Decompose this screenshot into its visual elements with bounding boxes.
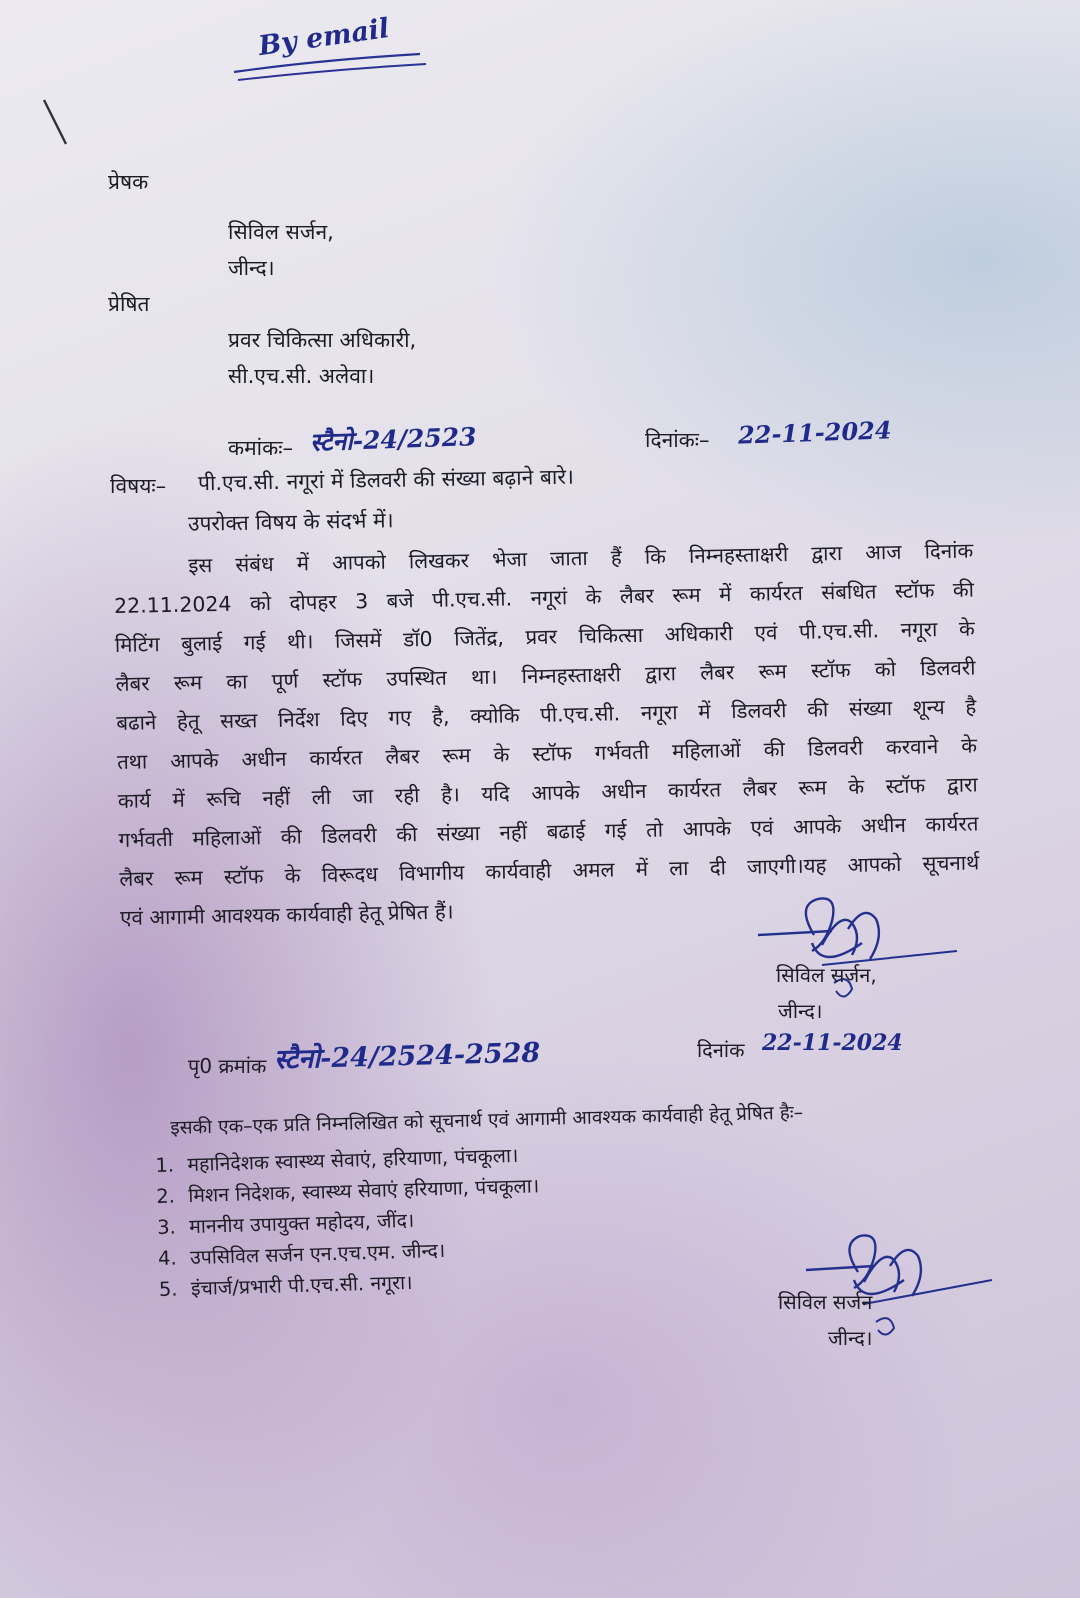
recipient-line-2: सी.एच.सी. अलेवा। bbox=[228, 364, 375, 388]
sender-line-1: सिविल सर्जन, bbox=[228, 220, 334, 244]
endorsement-date-value: 22-11-2024 bbox=[762, 1030, 903, 1056]
list-item: 5. इंचार्ज/प्रभारी पी.एच.सी. नगूरा। bbox=[158, 1270, 413, 1301]
list-item: 1. महानिदेशक स्वास्थ्य सेवाएं, हरियाणा, पंचकूला। bbox=[155, 1143, 519, 1177]
recipient-label: प्रेषित bbox=[108, 292, 150, 316]
body-line: 22.11.2024 को दोपहर 3 बजे पी.एच.सी. नगूरां के लैबर रूम में कार्यरत संबधित स्टॉफ की bbox=[113, 577, 975, 618]
signature-1-designation: सिविल सर्जन, bbox=[776, 963, 877, 987]
reference-date-value: 22-11-2024 bbox=[737, 415, 892, 450]
signature-2-designation: सिविल सर्जन bbox=[778, 1290, 873, 1314]
body-line: बढाने हेतू सख्त निर्देश दिए गए है, क्योकि पी.एच.सी. नगूरा में डिलवरी की संख्या शून्य है bbox=[116, 694, 977, 735]
list-item: 3. माननीय उपायुक्त महोदय, जींद। bbox=[156, 1208, 415, 1239]
body-opening: उपरोक्त विषय के संदर्भ में। bbox=[187, 508, 394, 536]
body-paragraph bbox=[113, 531, 980, 937]
signature-1-place: जीन्द। bbox=[778, 999, 823, 1023]
annotation-underline bbox=[230, 50, 430, 86]
signature-1-scribble bbox=[752, 885, 967, 1005]
body-line: कार्य में रूचि नहीं ली जा रही है। यदि आपके अधीन कार्यरत लैबर रूम के स्टॉफ द्वारा bbox=[117, 772, 978, 813]
body-line: इस संबंध में आपको लिखकर भेजा जाता हैं कि निम्नहस्ताक्षरी द्वारा आज दिनांक bbox=[188, 538, 974, 578]
reference-number-value: स्टैनो-24/2523 bbox=[309, 422, 478, 457]
sender-label: प्रेषक bbox=[108, 170, 149, 194]
endorsement-date-label: दिनांक bbox=[697, 1038, 745, 1062]
reference-number-label: कमांकः– bbox=[228, 436, 293, 460]
endorsement-intro: इसकी एक–एक प्रति निम्नलिखित को सूचनार्थ एवं आगामी आवश्यक कार्यवाही हेतू प्रेषित हैः– bbox=[170, 1101, 804, 1139]
copy-recipients-list bbox=[155, 1139, 542, 1305]
body-line: एवं आगामी आवश्यक कार्यवाही हेतू प्रेषित हैं। bbox=[119, 899, 454, 930]
signature-2-place: जीन्द। bbox=[828, 1326, 873, 1350]
sender-line-2: जीन्द। bbox=[228, 256, 275, 280]
endorsement-number-value: स्टैनो-24/2524-2528 bbox=[273, 1037, 541, 1076]
body-line: लैबर रूम स्टॉफ के विरूदध विभागीय कार्यवाही अमल में ला दी जाएगी।यह आपको सूचनार्थ bbox=[119, 850, 980, 891]
recipient-line-1: प्रवर चिकित्सा अधिकारी, bbox=[228, 328, 417, 352]
list-item: 4. उपसिविल सर्जन एन.एच.एम. जीन्द। bbox=[157, 1238, 446, 1270]
body-line: मिटिंग बुलाई गई थी। जिसमें डॉ0 जितेंद्र, प्रवर चिकित्सा अधिकारी एवं पी.एच.सी. नगूरा के bbox=[114, 616, 975, 657]
body-line: तथा आपके अधीन कार्यरत लैबर रूम के स्टॉफ गर्भवती महिलाओं की डिलवरी करवाने के bbox=[116, 733, 978, 774]
reference-date-label: दिनांकः– bbox=[645, 428, 710, 452]
endorsement-number-label: पृ0 क्रमांक bbox=[188, 1054, 267, 1078]
body-line: लैबर रूम का पूर्ण स्टॉफ उपस्थित था। निम्नहस्ताक्षरी द्वारा लैबर रूम स्टॉफ को डिलवरी bbox=[115, 655, 976, 696]
list-item: 2. मिशन निदेशक, स्वास्थ्य सेवाएं हरियाणा, पंचकूला। bbox=[155, 1174, 540, 1208]
body-line: गर्भवती महिलाओं की डिलवरी की संख्या नहीं बढाई गई तो आपके एवं आपके अधीन कार्यरत bbox=[118, 811, 979, 852]
subject-text: पी.एच.सी. नगूरां में डिलवरी की संख्या बढ़ाने बारे। bbox=[197, 464, 575, 496]
signature-2-scribble bbox=[800, 1222, 1000, 1342]
pen-stroke-mark bbox=[38, 96, 74, 152]
by-email-annotation: By email bbox=[256, 12, 392, 63]
subject-label: विषयः– bbox=[110, 474, 167, 498]
